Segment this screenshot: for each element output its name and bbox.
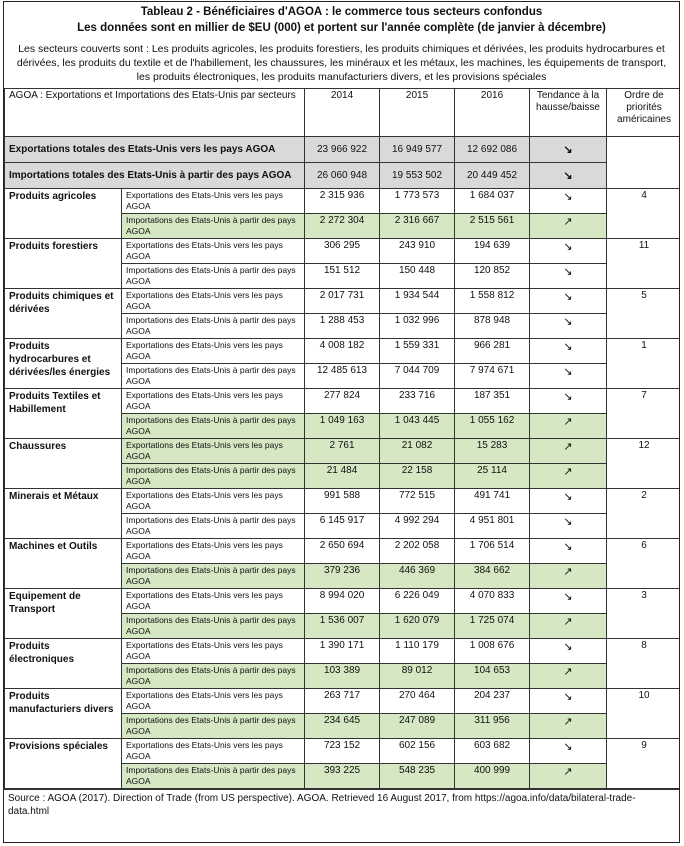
trend-arrow: ↘ bbox=[530, 163, 607, 189]
table-title bbox=[4, 2, 679, 36]
sector-row-exp bbox=[5, 389, 681, 414]
flow-label: Importations des Etats-Unis à partir des pays AGOA bbox=[122, 464, 305, 489]
sector-name: Produits agricoles bbox=[5, 189, 122, 239]
value-2015: 89 012 bbox=[380, 664, 455, 689]
trend-arrow: ↘ bbox=[530, 239, 607, 264]
sector-row-exp bbox=[5, 539, 681, 564]
value-2016: 966 281 bbox=[455, 339, 530, 364]
value-2015: 2 316 667 bbox=[380, 214, 455, 239]
total-value-2015: 19 553 502 bbox=[380, 163, 455, 189]
value-2015: 602 156 bbox=[380, 739, 455, 764]
sector-name: Chaussures bbox=[5, 439, 122, 489]
total-value-2014: 23 966 922 bbox=[305, 137, 380, 163]
value-2015: 243 910 bbox=[380, 239, 455, 264]
value-2016: 25 114 bbox=[455, 464, 530, 489]
value-2015: 4 992 294 bbox=[380, 514, 455, 539]
value-2014: 379 236 bbox=[305, 564, 380, 589]
value-2016: 1 725 074 bbox=[455, 614, 530, 639]
value-2014: 263 717 bbox=[305, 689, 380, 714]
table-body bbox=[5, 89, 681, 789]
value-2015: 1 934 544 bbox=[380, 289, 455, 314]
trend-arrow: ↗ bbox=[530, 439, 607, 464]
sector-row-exp bbox=[5, 239, 681, 264]
value-2016: 187 351 bbox=[455, 389, 530, 414]
value-2014: 1 536 007 bbox=[305, 614, 380, 639]
value-2014: 306 295 bbox=[305, 239, 380, 264]
sector-row-exp bbox=[5, 739, 681, 764]
sector-name: Produits Textiles et Habillement bbox=[5, 389, 122, 439]
total-value-2016: 20 449 452 bbox=[455, 163, 530, 189]
sector-row-exp bbox=[5, 339, 681, 364]
value-2014: 2 017 731 bbox=[305, 289, 380, 314]
header-tendance: Tendance à la hausse/baisse bbox=[530, 89, 607, 137]
value-2014: 2 761 bbox=[305, 439, 380, 464]
trend-arrow: ↘ bbox=[530, 289, 607, 314]
flow-label: Exportations des Etats-Unis vers les pays AGOA bbox=[122, 739, 305, 764]
value-2014: 6 145 917 bbox=[305, 514, 380, 539]
header-row bbox=[5, 89, 681, 137]
sector-row-exp bbox=[5, 639, 681, 664]
value-2014: 234 645 bbox=[305, 714, 380, 739]
sector-row-exp bbox=[5, 439, 681, 464]
flow-label: Exportations des Etats-Unis vers les pays AGOA bbox=[122, 489, 305, 514]
trend-arrow: ↘ bbox=[530, 589, 607, 614]
value-2015: 6 226 049 bbox=[380, 589, 455, 614]
total-row bbox=[5, 163, 681, 189]
value-2016: 2 515 561 bbox=[455, 214, 530, 239]
header-2016: 2016 bbox=[455, 89, 530, 137]
value-2016: 194 639 bbox=[455, 239, 530, 264]
trend-arrow: ↘ bbox=[530, 314, 607, 339]
priority-rank: 7 bbox=[607, 389, 680, 439]
value-2015: 772 515 bbox=[380, 489, 455, 514]
total-value-2015: 16 949 577 bbox=[380, 137, 455, 163]
value-2014: 12 485 613 bbox=[305, 364, 380, 389]
header-secteurs: AGOA : Exportations et Importations des Etats-Unis par secteurs bbox=[5, 89, 305, 137]
priority-rank: 8 bbox=[607, 639, 680, 689]
value-2016: 491 741 bbox=[455, 489, 530, 514]
trend-arrow: ↗ bbox=[530, 214, 607, 239]
trend-arrow: ↘ bbox=[530, 137, 607, 163]
sector-row-exp bbox=[5, 189, 681, 214]
value-2015: 2 202 058 bbox=[380, 539, 455, 564]
sector-name: Machines et Outils bbox=[5, 539, 122, 589]
sector-name: Provisions spéciales bbox=[5, 739, 122, 789]
value-2015: 1 043 445 bbox=[380, 414, 455, 439]
sector-row-exp bbox=[5, 289, 681, 314]
sector-name: Produits manufacturiers divers bbox=[5, 689, 122, 739]
priority-rank: 3 bbox=[607, 589, 680, 639]
value-2015: 548 235 bbox=[380, 764, 455, 789]
flow-label: Importations des Etats-Unis à partir des pays AGOA bbox=[122, 564, 305, 589]
value-2016: 7 974 671 bbox=[455, 364, 530, 389]
flow-label: Exportations des Etats-Unis vers les pays AGOA bbox=[122, 339, 305, 364]
trend-arrow: ↘ bbox=[530, 639, 607, 664]
flow-label: Importations des Etats-Unis à partir des pays AGOA bbox=[122, 264, 305, 289]
trend-arrow: ↘ bbox=[530, 514, 607, 539]
flow-label: Importations des Etats-Unis à partir des pays AGOA bbox=[122, 414, 305, 439]
value-2015: 1 559 331 bbox=[380, 339, 455, 364]
value-2016: 4 951 801 bbox=[455, 514, 530, 539]
trend-arrow: ↘ bbox=[530, 739, 607, 764]
sector-row-exp bbox=[5, 689, 681, 714]
flow-label: Importations des Etats-Unis à partir des pays AGOA bbox=[122, 714, 305, 739]
value-2016: 400 999 bbox=[455, 764, 530, 789]
sector-name: Produits hydrocarbures et dérivées/les énergies bbox=[5, 339, 122, 389]
priority-rank: 2 bbox=[607, 489, 680, 539]
value-2015: 22 158 bbox=[380, 464, 455, 489]
priority-rank: 5 bbox=[607, 289, 680, 339]
header-2015: 2015 bbox=[380, 89, 455, 137]
value-2015: 1 110 179 bbox=[380, 639, 455, 664]
value-2015: 1 620 079 bbox=[380, 614, 455, 639]
trend-arrow: ↘ bbox=[530, 489, 607, 514]
value-2016: 878 948 bbox=[455, 314, 530, 339]
flow-label: Importations des Etats-Unis à partir des pays AGOA bbox=[122, 664, 305, 689]
agoa-trade-table bbox=[4, 88, 680, 789]
value-2015: 233 716 bbox=[380, 389, 455, 414]
title-line-2: Les données sont en millier de $EU (000) et portent sur l'année complète (de janvier à décembre) bbox=[77, 22, 606, 34]
total-row bbox=[5, 137, 681, 163]
sector-name: Produits chimiques et dérivées bbox=[5, 289, 122, 339]
priority-rank: 12 bbox=[607, 439, 680, 489]
flow-label: Exportations des Etats-Unis vers les pays AGOA bbox=[122, 639, 305, 664]
value-2014: 1 288 453 bbox=[305, 314, 380, 339]
flow-label: Exportations des Etats-Unis vers les pays AGOA bbox=[122, 589, 305, 614]
value-2014: 991 588 bbox=[305, 489, 380, 514]
value-2014: 8 994 020 bbox=[305, 589, 380, 614]
flow-label: Exportations des Etats-Unis vers les pays AGOA bbox=[122, 439, 305, 464]
flow-label: Importations des Etats-Unis à partir des pays AGOA bbox=[122, 614, 305, 639]
flow-label: Exportations des Etats-Unis vers les pays AGOA bbox=[122, 539, 305, 564]
priority-rank: 10 bbox=[607, 689, 680, 739]
value-2014: 21 484 bbox=[305, 464, 380, 489]
rank-cell bbox=[607, 137, 680, 189]
trend-arrow: ↘ bbox=[530, 364, 607, 389]
value-2015: 150 448 bbox=[380, 264, 455, 289]
table-frame bbox=[3, 1, 680, 843]
value-2014: 2 272 304 bbox=[305, 214, 380, 239]
value-2016: 104 653 bbox=[455, 664, 530, 689]
flow-label: Exportations des Etats-Unis vers les pays AGOA bbox=[122, 239, 305, 264]
flow-label: Exportations des Etats-Unis vers les pays AGOA bbox=[122, 189, 305, 214]
trend-arrow: ↗ bbox=[530, 664, 607, 689]
trend-arrow: ↘ bbox=[530, 264, 607, 289]
trend-arrow: ↘ bbox=[530, 539, 607, 564]
value-2016: 4 070 833 bbox=[455, 589, 530, 614]
value-2016: 15 283 bbox=[455, 439, 530, 464]
value-2014: 1 049 163 bbox=[305, 414, 380, 439]
value-2014: 4 008 182 bbox=[305, 339, 380, 364]
value-2014: 2 650 694 bbox=[305, 539, 380, 564]
sector-name: Produits électroniques bbox=[5, 639, 122, 689]
value-2015: 21 082 bbox=[380, 439, 455, 464]
sector-name: Produits forestiers bbox=[5, 239, 122, 289]
value-2016: 384 662 bbox=[455, 564, 530, 589]
total-value-2014: 26 060 948 bbox=[305, 163, 380, 189]
priority-rank: 1 bbox=[607, 339, 680, 389]
value-2014: 103 389 bbox=[305, 664, 380, 689]
flow-label: Exportations des Etats-Unis vers les pays AGOA bbox=[122, 289, 305, 314]
sectors-description: Les secteurs couverts sont : Les produits agricoles, les produits forestiers, les produits chimiques et dérivées, les produits hydrocarbures et dérivées, les produits du textile et de l'habillement, les chaussures, les minéraux et les métaux, les machines, les équipements de transport, les produits électroniques, les produits manufacturiers divers, et les provisions spéciales bbox=[16, 43, 667, 83]
value-2016: 603 682 bbox=[455, 739, 530, 764]
value-2015: 446 369 bbox=[380, 564, 455, 589]
flow-label: Importations des Etats-Unis à partir des pays AGOA bbox=[122, 514, 305, 539]
sector-row-exp bbox=[5, 489, 681, 514]
flow-label: Exportations des Etats-Unis vers les pays AGOA bbox=[122, 689, 305, 714]
trend-arrow: ↗ bbox=[530, 764, 607, 789]
total-value-2016: 12 692 086 bbox=[455, 137, 530, 163]
value-2016: 1 558 812 bbox=[455, 289, 530, 314]
trend-arrow: ↘ bbox=[530, 339, 607, 364]
sector-name: Equipement de Transport bbox=[5, 589, 122, 639]
value-2014: 2 315 936 bbox=[305, 189, 380, 214]
value-2015: 1 032 996 bbox=[380, 314, 455, 339]
trend-arrow: ↘ bbox=[530, 389, 607, 414]
source-note: Source : AGOA (2017). Direction of Trade (from US perspective). AGOA. Retrieved 16 August 2017, from https://agoa.info/data/bilateral-trade-data.html bbox=[4, 789, 679, 820]
value-2016: 1 706 514 bbox=[455, 539, 530, 564]
trend-arrow: ↗ bbox=[530, 714, 607, 739]
value-2014: 1 390 171 bbox=[305, 639, 380, 664]
sector-row-exp bbox=[5, 589, 681, 614]
value-2014: 723 152 bbox=[305, 739, 380, 764]
value-2014: 151 512 bbox=[305, 264, 380, 289]
flow-label: Importations des Etats-Unis à partir des pays AGOA bbox=[122, 764, 305, 789]
value-2015: 7 044 709 bbox=[380, 364, 455, 389]
value-2016: 204 237 bbox=[455, 689, 530, 714]
value-2015: 270 464 bbox=[380, 689, 455, 714]
sector-name: Minerais et Métaux bbox=[5, 489, 122, 539]
value-2014: 393 225 bbox=[305, 764, 380, 789]
header-ordre: Ordre de priorités américaines bbox=[607, 89, 680, 137]
flow-label: Importations des Etats-Unis à partir des pays AGOA bbox=[122, 364, 305, 389]
trend-arrow: ↗ bbox=[530, 414, 607, 439]
trend-arrow: ↗ bbox=[530, 564, 607, 589]
priority-rank: 4 bbox=[607, 189, 680, 239]
value-2016: 1 008 676 bbox=[455, 639, 530, 664]
value-2016: 311 956 bbox=[455, 714, 530, 739]
trend-arrow: ↗ bbox=[530, 464, 607, 489]
value-2015: 247 089 bbox=[380, 714, 455, 739]
value-2016: 1 055 162 bbox=[455, 414, 530, 439]
flow-label: Exportations des Etats-Unis vers les pays AGOA bbox=[122, 389, 305, 414]
trend-arrow: ↘ bbox=[530, 689, 607, 714]
header-2014: 2014 bbox=[305, 89, 380, 137]
value-2016: 120 852 bbox=[455, 264, 530, 289]
trend-arrow: ↘ bbox=[530, 189, 607, 214]
priority-rank: 9 bbox=[607, 739, 680, 789]
value-2014: 277 824 bbox=[305, 389, 380, 414]
priority-rank: 6 bbox=[607, 539, 680, 589]
flow-label: Importations des Etats-Unis à partir des pays AGOA bbox=[122, 314, 305, 339]
title-line-1: Tableau 2 - Bénéficiaires d'AGOA : le commerce tous secteurs confondus bbox=[140, 6, 543, 18]
value-2015: 1 773 573 bbox=[380, 189, 455, 214]
flow-label: Importations des Etats-Unis à partir des pays AGOA bbox=[122, 214, 305, 239]
total-label: Importations totales des Etats-Unis à partir des pays AGOA bbox=[5, 163, 305, 189]
value-2016: 1 684 037 bbox=[455, 189, 530, 214]
trend-arrow: ↗ bbox=[530, 614, 607, 639]
priority-rank: 11 bbox=[607, 239, 680, 289]
total-label: Exportations totales des Etats-Unis vers les pays AGOA bbox=[5, 137, 305, 163]
